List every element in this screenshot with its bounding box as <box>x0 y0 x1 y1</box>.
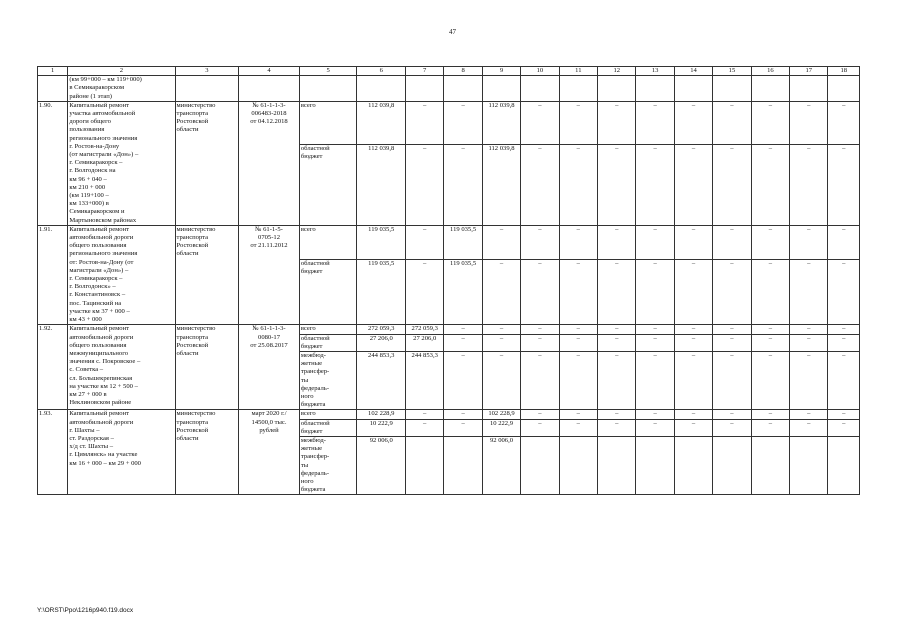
amount-cell: – <box>636 419 674 436</box>
amount-cell: – <box>636 260 674 325</box>
amount-cell: – <box>828 334 860 351</box>
column-header-11: 11 <box>559 67 597 76</box>
responsible-org: министерство транспорта Ростовской области <box>175 225 239 324</box>
amount-cell: – <box>559 225 597 259</box>
amount-cell: – <box>790 260 828 325</box>
amount-cell: – <box>444 410 482 419</box>
column-header-2: 2 <box>68 67 175 76</box>
amount-cell: – <box>482 260 520 325</box>
amount-cell: – <box>406 260 444 325</box>
amount-cell: – <box>790 419 828 436</box>
amount-cell: 112 039,8 <box>357 144 406 225</box>
amount-cell: – <box>636 225 674 259</box>
amount-cell: – <box>790 325 828 334</box>
column-header-18: 18 <box>828 67 860 76</box>
amount-cell: – <box>482 351 520 409</box>
funding-source: областной бюджет <box>299 419 357 436</box>
amount-cell: – <box>598 144 636 225</box>
amount-cell: – <box>713 410 751 419</box>
amount-cell: – <box>598 410 636 419</box>
amount-cell: – <box>790 351 828 409</box>
amount-cell: – <box>751 225 789 259</box>
amount-cell: – <box>828 351 860 409</box>
amount-cell: – <box>521 225 559 259</box>
responsible-org: министерство транспорта Ростовской области <box>175 101 239 225</box>
column-header-1: 1 <box>38 67 68 76</box>
amount-cell: 27 206,0 <box>406 334 444 351</box>
column-header-4: 4 <box>239 67 300 76</box>
item-name: Капитальный ремонт автомобильной дороги г. Шахты – ст. Раздорская – х/д ст. Шахты – г. Цимлянск» на участке км 16 + 000 – км 29 + 000 <box>68 410 175 495</box>
column-header-17: 17 <box>790 67 828 76</box>
amount-cell: – <box>751 351 789 409</box>
funding-source: всего <box>299 101 357 144</box>
amount-cell: – <box>751 410 789 419</box>
amount-cell: – <box>598 101 636 144</box>
row-number: 1.90. <box>38 101 68 225</box>
amount-cell: – <box>444 325 482 334</box>
funding-source: межбюд- жетные трансфер- ты федераль- ного бюджета <box>299 436 357 494</box>
funding-source: областной бюджет <box>299 260 357 325</box>
amount-cell: – <box>790 101 828 144</box>
amount-cell: – <box>559 144 597 225</box>
amount-cell: – <box>559 351 597 409</box>
amount-cell: 119 035,5 <box>444 260 482 325</box>
amount-cell: 102 228,9 <box>482 410 520 419</box>
amount-cell: – <box>444 101 482 144</box>
amount-cell: – <box>713 225 751 259</box>
table-row <box>38 325 860 334</box>
amount-cell <box>636 436 674 494</box>
funding-source: областной бюджет <box>299 334 357 351</box>
amount-cell <box>751 436 789 494</box>
amount-cell: – <box>406 410 444 419</box>
amount-cell: – <box>636 410 674 419</box>
amount-cell: 112 039,8 <box>357 101 406 144</box>
amount-cell: – <box>559 419 597 436</box>
amount-cell: – <box>521 144 559 225</box>
row-number: 1.93. <box>38 410 68 495</box>
amount-cell: – <box>559 260 597 325</box>
item-name: Капитальный ремонт автомобильной дороги общего пользования межмуниципального значения с. Покровское – с. Советка – сл. Большекрепинская на участке км 12 + 500 – км 27 + 000 в Неклиновском районе <box>68 325 175 410</box>
funding-source: межбюд- жетные трансфер- ты федераль- ного бюджета <box>299 351 357 409</box>
amount-cell: – <box>559 325 597 334</box>
amount-cell: – <box>751 101 789 144</box>
amount-cell: – <box>674 419 712 436</box>
amount-cell: – <box>751 325 789 334</box>
column-header-14: 14 <box>674 67 712 76</box>
column-header-12: 12 <box>598 67 636 76</box>
table-row <box>38 410 860 419</box>
column-header-13: 13 <box>636 67 674 76</box>
funding-source: всего <box>299 325 357 334</box>
amount-cell: – <box>559 334 597 351</box>
item-name: Капитальный ремонт автомобильной дороги общего пользования регионального значения от: Ростов-на-Дону (от магистрали «Дон») – г. Семикаракорск – г. Волгодонск» – г. Константиновск – пос. Тацинский на участке км 37 + 000 – км 43 + 000 <box>68 225 175 324</box>
amount-cell: 244 853,3 <box>406 351 444 409</box>
amount-cell: 119 035,5 <box>444 225 482 259</box>
responsible-org: министерство транспорта Ростовской области <box>175 410 239 495</box>
amount-cell: – <box>444 419 482 436</box>
funding-source: областной бюджет <box>299 144 357 225</box>
amount-cell <box>713 436 751 494</box>
amount-cell: – <box>674 410 712 419</box>
amount-cell: – <box>751 334 789 351</box>
amount-cell: – <box>674 101 712 144</box>
amount-cell: – <box>559 101 597 144</box>
amount-cell: – <box>598 225 636 259</box>
amount-cell: – <box>751 144 789 225</box>
column-header-3: 3 <box>175 67 239 76</box>
amount-cell <box>444 436 482 494</box>
amount-cell: – <box>521 410 559 419</box>
amount-cell <box>828 436 860 494</box>
amount-cell: – <box>674 334 712 351</box>
amount-cell: – <box>828 144 860 225</box>
amount-cell: – <box>521 101 559 144</box>
amount-cell: 119 035,5 <box>357 260 406 325</box>
amount-cell <box>598 436 636 494</box>
amount-cell: – <box>406 101 444 144</box>
amount-cell: – <box>751 260 789 325</box>
amount-cell: – <box>598 419 636 436</box>
column-header-15: 15 <box>713 67 751 76</box>
amount-cell: – <box>674 351 712 409</box>
amount-cell: – <box>598 334 636 351</box>
amount-cell <box>406 436 444 494</box>
document-ref: № 61-1-1-3- 006483-2018 от 04.12.2018 <box>239 101 300 225</box>
row-number: 1.91. <box>38 225 68 324</box>
amount-cell: – <box>406 225 444 259</box>
amount-cell: – <box>751 419 789 436</box>
amount-cell: – <box>444 351 482 409</box>
amount-cell: – <box>828 260 860 325</box>
amount-cell: 92 006,0 <box>482 436 520 494</box>
continuation-row <box>38 76 860 102</box>
amount-cell: – <box>521 260 559 325</box>
file-path-footer: Y:\ORST\Ppo\1216p940.f19.docx <box>37 607 134 614</box>
amount-cell: – <box>636 325 674 334</box>
amount-cell: – <box>636 334 674 351</box>
amount-cell <box>790 436 828 494</box>
amount-cell: – <box>521 325 559 334</box>
amount-cell: – <box>713 419 751 436</box>
amount-cell <box>674 436 712 494</box>
column-header-5: 5 <box>299 67 357 76</box>
header-row <box>38 67 860 76</box>
page-number: 47 <box>449 28 456 36</box>
amount-cell: – <box>713 334 751 351</box>
amount-cell: – <box>713 351 751 409</box>
amount-cell: – <box>598 351 636 409</box>
amount-cell: 92 006,0 <box>357 436 406 494</box>
document-ref: № 61-1-1-3- 0080-17 от 25.08.2017 <box>239 325 300 410</box>
amount-cell <box>559 436 597 494</box>
amount-cell: – <box>713 325 751 334</box>
amount-cell: 244 853,3 <box>357 351 406 409</box>
amount-cell: – <box>598 325 636 334</box>
amount-cell: – <box>713 144 751 225</box>
amount-cell: 10 222,9 <box>482 419 520 436</box>
amount-cell <box>521 436 559 494</box>
amount-cell: – <box>674 325 712 334</box>
amount-cell: – <box>406 419 444 436</box>
amount-cell: – <box>828 325 860 334</box>
amount-cell: – <box>559 410 597 419</box>
amount-cell: – <box>828 419 860 436</box>
amount-cell: 272 059,3 <box>406 325 444 334</box>
amount-cell: 102 228,9 <box>357 410 406 419</box>
row-number: 1.92. <box>38 325 68 410</box>
amount-cell: – <box>828 410 860 419</box>
amount-cell: – <box>636 351 674 409</box>
amount-cell: – <box>521 334 559 351</box>
document-ref: № 61-1-5- 0705-12 от 21.11.2012 <box>239 225 300 324</box>
amount-cell: – <box>828 101 860 144</box>
amount-cell: – <box>521 351 559 409</box>
column-header-8: 8 <box>444 67 482 76</box>
program-table <box>37 66 860 495</box>
amount-cell: 27 206,0 <box>357 334 406 351</box>
continuation-name: (км 99+000 – км 119+000) в Семикаракорском районе (1 этап) <box>68 76 175 102</box>
amount-cell: – <box>482 325 520 334</box>
amount-cell: – <box>636 144 674 225</box>
amount-cell: – <box>674 144 712 225</box>
funding-source: всего <box>299 225 357 259</box>
column-header-10: 10 <box>521 67 559 76</box>
amount-cell: – <box>674 225 712 259</box>
amount-cell: – <box>790 410 828 419</box>
amount-cell: – <box>521 419 559 436</box>
funding-source: всего <box>299 410 357 419</box>
amount-cell: 112 039,8 <box>482 144 520 225</box>
column-header-9: 9 <box>482 67 520 76</box>
table-row <box>38 225 860 259</box>
amount-cell: – <box>482 225 520 259</box>
document-ref: март 2020 г./ 14500,0 тыс. рублей <box>239 410 300 495</box>
column-header-7: 7 <box>406 67 444 76</box>
amount-cell: 119 035,5 <box>357 225 406 259</box>
amount-cell: 272 059,3 <box>357 325 406 334</box>
amount-cell: – <box>790 225 828 259</box>
amount-cell: – <box>406 144 444 225</box>
amount-cell: – <box>790 144 828 225</box>
amount-cell: – <box>674 260 712 325</box>
table-row <box>38 101 860 144</box>
column-header-6: 6 <box>357 67 406 76</box>
amount-cell: – <box>790 334 828 351</box>
amount-cell: – <box>713 260 751 325</box>
item-name: Капитальный ремонт участка автомобильной дороги общего пользования регионального значения г. Ростов-на-Дону (от магистрали «Дон») – г. Семикаракорск – г. Волгодонск на км 96 + 040 – км 210 + 000 (км 119+100 – км 133+000) в Семикаракорском и Мартыновском районах <box>68 101 175 225</box>
amount-cell: – <box>828 225 860 259</box>
amount-cell: – <box>482 334 520 351</box>
amount-cell: 10 222,9 <box>357 419 406 436</box>
amount-cell: – <box>444 334 482 351</box>
amount-cell: 112 039,8 <box>482 101 520 144</box>
amount-cell: – <box>713 101 751 144</box>
column-header-16: 16 <box>751 67 789 76</box>
responsible-org: министерство транспорта Ростовской области <box>175 325 239 410</box>
amount-cell: – <box>444 144 482 225</box>
amount-cell: – <box>636 101 674 144</box>
amount-cell: – <box>598 260 636 325</box>
